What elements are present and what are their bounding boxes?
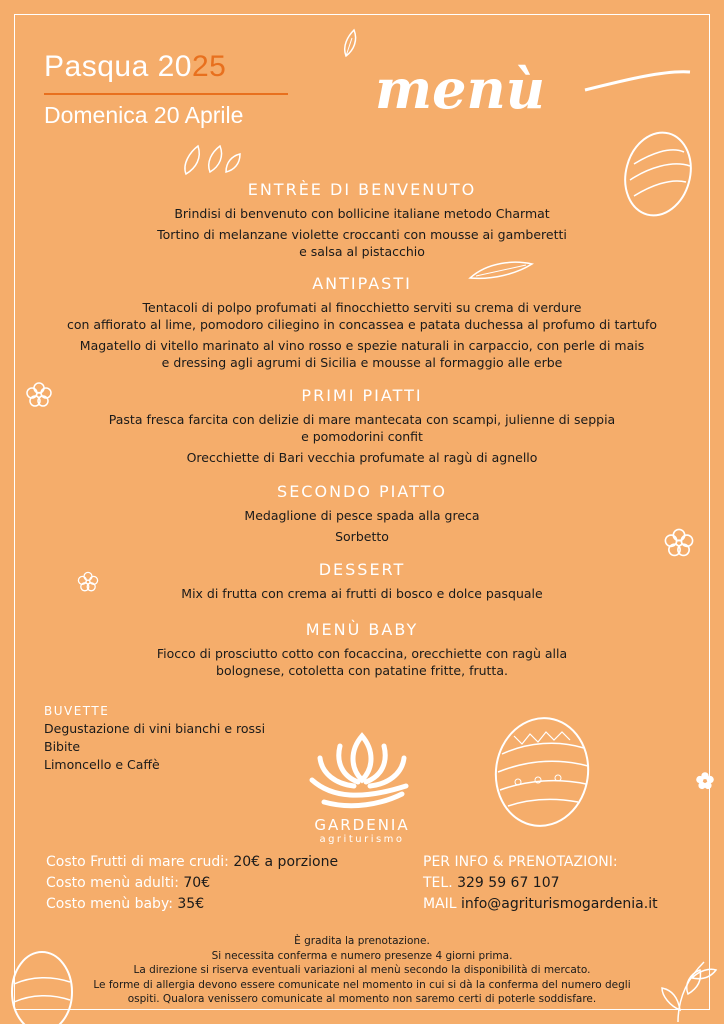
footer-notes xyxy=(60,934,664,1007)
section-title: MENÙ BABY xyxy=(305,620,419,639)
section-title: ENTRÈE DI BENVENUTO xyxy=(247,180,477,199)
section-title: SECONDO PIATTO xyxy=(277,482,447,501)
note-line: Le forme di allergia devono essere comunicate nel momento in cui si dà la conferma del numero degli xyxy=(93,978,631,991)
buvette-label: BUVETTE xyxy=(44,704,110,718)
buvette-item: Degustazione di vini bianchi e rossi xyxy=(44,721,266,736)
section-title: PRIMI PIATTI xyxy=(301,386,423,405)
dish: Tortino di melanzane violette croccanti con mousse ai gamberetti e salsa al pistacchio xyxy=(157,227,567,259)
dish: Pasta fresca farcita con delizie di mare mantecata con scampi, julienne di seppia e pomodorini confit xyxy=(108,412,616,444)
cost-label: Costo menù baby: xyxy=(46,896,173,912)
contact-heading: PER INFO & PRENOTAZIONI: xyxy=(423,854,618,870)
dish: Medaglione di pesce spada alla greca xyxy=(244,508,480,523)
buvette-block xyxy=(44,702,265,774)
section-title: ANTIPASTI xyxy=(312,274,412,293)
section-title: DESSERT xyxy=(318,560,406,579)
costs-block xyxy=(46,852,338,915)
leaves-icon xyxy=(180,142,242,176)
event-title xyxy=(44,50,226,84)
section-entree xyxy=(40,180,684,264)
dish: Brindisi di benvenuto con bollicine italiane metodo Charmat xyxy=(174,206,550,221)
section-secondo xyxy=(40,482,684,549)
buvette-item: Limoncello e Caffè xyxy=(44,757,160,772)
menu-script-text: menù xyxy=(375,57,546,121)
dish: Mix di frutta con crema ai frutti di bosco e dolce pasquale xyxy=(181,586,543,601)
cost-label: Costo Frutti di mare crudi: xyxy=(46,854,229,870)
cost-label: Costo menù adulti: xyxy=(46,875,179,891)
cost-row xyxy=(46,894,338,915)
mail-label: MAIL xyxy=(423,896,457,912)
lotus-flower-icon xyxy=(302,728,422,810)
section-antipasti xyxy=(40,274,684,375)
brand-subtitle: agriturismo xyxy=(319,834,405,845)
tel-label: TEL. xyxy=(423,875,453,891)
cost-value: 35€ xyxy=(177,896,205,912)
cost-row xyxy=(46,852,338,873)
title-year-suffix: 25 xyxy=(191,50,227,83)
dish: Sorbetto xyxy=(335,529,389,544)
menu-script-title xyxy=(355,50,695,130)
section-dessert xyxy=(40,560,684,606)
note-line: Si necessita conferma e numero presenze 4 giorni prima. xyxy=(211,949,513,962)
section-menu-baby xyxy=(40,620,684,683)
brand-name: GARDENIA xyxy=(314,816,410,834)
dish: Fiocco di prosciutto cotto con focaccina, orecchiette con ragù alla bolognese, cotoletta con patatine fritte, frutta. xyxy=(156,646,568,678)
note-line: ospiti. Qualora venissero comunicate al momento non saremo certi di poterle soddisfare. xyxy=(127,993,597,1005)
section-primi xyxy=(40,386,684,470)
dish: Magatello di vitello marinato al vino rosso e spezie naturali in carpaccio, con perle di mais e dressing agli agrumi di Sicilia e mousse al formaggio alle erbe xyxy=(79,338,645,370)
flower-icon xyxy=(694,770,716,792)
buvette-item: Bibite xyxy=(44,739,81,754)
email-address[interactable]: info@agriturismogardenia.it xyxy=(461,896,658,912)
event-date: Domenica 20 Aprile xyxy=(44,102,244,128)
gardenia-logo xyxy=(292,728,432,845)
header-divider xyxy=(44,93,288,95)
script-flourish xyxy=(585,72,690,90)
dish: Tentacoli di polpo profumati al finocchietto serviti su crema di verdure con affiorato al lime, pomodoro ciliegino in concassea e patata duchessa al profumo di tartufo xyxy=(66,300,658,332)
cost-value: 70€ xyxy=(183,875,211,891)
decorated-egg-icon xyxy=(488,712,596,832)
title-prefix: Pasqua 20 xyxy=(44,50,192,83)
contact-block xyxy=(423,852,658,915)
note-line: È gradita la prenotazione. xyxy=(294,935,430,947)
cost-row xyxy=(46,873,338,894)
phone-number[interactable]: 329 59 67 107 xyxy=(457,875,560,891)
leaf-icon xyxy=(340,28,364,60)
note-line: La direzione si riserva eventuali variazioni al menù secondo la disponibilità di mercato. xyxy=(133,964,591,976)
dish: Orecchiette di Bari vecchia profumate al ragù di agnello xyxy=(186,450,538,465)
cost-value: 20€ a porzione xyxy=(233,854,339,870)
